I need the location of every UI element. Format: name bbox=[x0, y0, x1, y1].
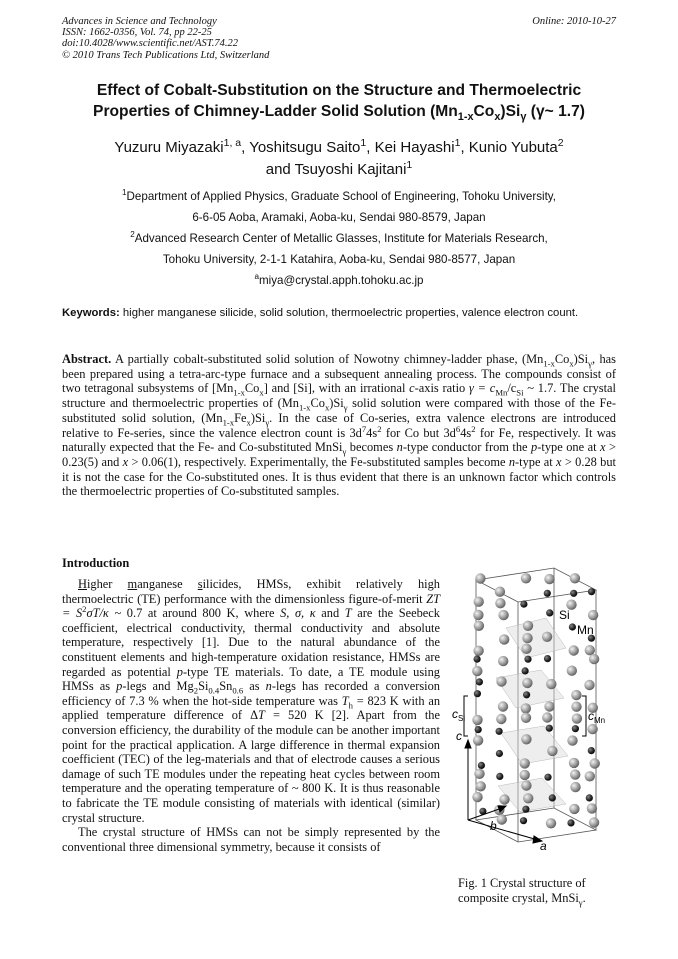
mn-atom bbox=[544, 655, 551, 662]
si-atom bbox=[585, 645, 595, 655]
si-atom bbox=[570, 782, 580, 792]
si-atom bbox=[547, 746, 557, 756]
si-atom bbox=[495, 598, 505, 608]
si-atom bbox=[587, 803, 597, 813]
si-atom bbox=[571, 690, 581, 700]
introduction-heading: Introduction bbox=[62, 556, 130, 570]
si-atom bbox=[495, 587, 505, 597]
crystal-structure-diagram bbox=[446, 558, 616, 880]
label-c-mn: $c_{Mn}$ bbox=[588, 709, 606, 725]
si-atom bbox=[496, 714, 506, 724]
keywords-label: Keywords: bbox=[62, 307, 120, 319]
mn-atom bbox=[524, 656, 531, 663]
journal-header bbox=[62, 16, 616, 61]
si-atom bbox=[521, 573, 531, 583]
affiliation-1-line-1: $^1$Department of Applied Physics, Graduate School of Engineering, Tohoku University, bbox=[122, 188, 556, 203]
copyright: © 2010 Trans Tech Publications Ltd, Switzerland bbox=[62, 49, 270, 61]
si-atom bbox=[498, 701, 508, 711]
introduction-paragraph-2: The crystal structure of HMSs can not be simply represented by the conventional three dimensional symmetry, because it consists of bbox=[62, 825, 440, 854]
si-atom bbox=[498, 656, 508, 666]
mn-atom bbox=[520, 601, 527, 608]
mn-atom bbox=[496, 728, 503, 735]
mn-atom bbox=[544, 590, 551, 597]
si-atom bbox=[473, 610, 483, 620]
mn-atom bbox=[588, 588, 595, 595]
mn-atom bbox=[522, 806, 529, 813]
mn-atom bbox=[476, 678, 483, 685]
online-date: Online: 2010-10-27 bbox=[532, 16, 616, 27]
author-line-2: and Tsuyoshi Kajitani$^1$ bbox=[265, 159, 413, 178]
si-atom bbox=[589, 654, 599, 664]
si-atom bbox=[570, 769, 580, 779]
si-atom bbox=[522, 678, 532, 688]
affiliation-2-line-2: Tohoku University, 2-1-1 Katahira, Aoba-ku, Sendai 980-8577, Japan bbox=[162, 253, 516, 266]
si-atom bbox=[521, 713, 531, 723]
abstract-label: Abstract. bbox=[62, 352, 112, 366]
title-line-1: Effect of Cobalt-Substitution on the Structure and Thermoelectric bbox=[96, 82, 582, 99]
si-atom bbox=[523, 621, 533, 631]
si-atom bbox=[567, 735, 577, 745]
label-c-si: $c_{Si}$ bbox=[452, 707, 466, 723]
author-list bbox=[62, 137, 616, 181]
si-atom bbox=[472, 792, 482, 802]
doi: doi:10.4028/www.scientific.net/AST.74.22 bbox=[62, 38, 239, 50]
journal-name: Advances in Science and Technology bbox=[62, 16, 217, 27]
si-atom bbox=[499, 634, 509, 644]
affiliation-1-line-2: 6-6-05 Aoba, Aramaki, Aoba-ku, Sendai 980-8579, Japan bbox=[192, 211, 486, 224]
si-atom bbox=[474, 597, 484, 607]
si-atom bbox=[572, 713, 582, 723]
mn-atom bbox=[544, 774, 551, 781]
mn-atom bbox=[474, 656, 481, 663]
bracket-c-mn bbox=[582, 696, 586, 736]
si-atom bbox=[521, 780, 531, 790]
issn: ISSN: 1662-0356, Vol. 74, pp 22-25 bbox=[62, 27, 212, 39]
si-atom bbox=[474, 621, 484, 631]
paper-title bbox=[62, 80, 616, 122]
mn-atom bbox=[474, 690, 481, 697]
si-atom bbox=[522, 633, 532, 643]
mn-atom bbox=[567, 819, 574, 826]
mn-atom bbox=[496, 750, 503, 757]
si-atom bbox=[544, 701, 554, 711]
si-atom bbox=[472, 715, 482, 725]
abstract: Abstract. A partially cobalt-substituted solid solution of Nowotny chimney-ladder phase, $(Mn_{1-x}Co_x)Si_\gamma$, has been prepared using a tetra-arc-type furnace and a subsequent annealing process. The compounds consist of two tetragonal subsystems of $[Mn_{1-x}Co_x]$ and [Si], with an irrational c-axis ratio $\gamma = c_{Mn}/c_{Si}$ ~ 1.7. The crystal structure and thermoelectric properties of $(Mn_{1-x}Co_x)Si_\gamma$ solid solution were compared with those of the Fe-substituted solid solution, $(Mn_{1-x}Fe_x)Si_\gamma$. In the case of Co-series, extra valence electrons are introduced relative to Fe-series, since the valence electron count is $3d^74s^2$ for Co but $3d^64s^2$ for Fe, respectively. It was naturally expected that the Fe- and Co-substituted MnSi$_\gamma$ becomes n-type conductor from the p-type one at x > 0.23(5) and x > 0.06(1), respectively. Experimentally, the Fe-substituted samples become n-type at x > 0.28 but it is not the case for the Co-substituted ones. It is thus evident that there is an unknown factor which controls the thermoelectric properties of Co-substituted samples. bbox=[62, 352, 617, 499]
si-atom bbox=[569, 645, 579, 655]
si-atom bbox=[571, 702, 581, 712]
mn-atom bbox=[546, 609, 553, 616]
polyhedra bbox=[496, 618, 568, 812]
figure-crystal-structure bbox=[446, 558, 616, 880]
axis-label-b: b bbox=[490, 819, 497, 833]
email[interactable]: $^a$miya@crystal.apph.tohoku.ac.jp bbox=[254, 272, 424, 287]
si-atom bbox=[496, 676, 506, 686]
si-atom bbox=[570, 573, 580, 583]
mn-atom bbox=[586, 794, 593, 801]
mn-atom bbox=[478, 762, 485, 769]
si-atom bbox=[542, 712, 552, 722]
si-atom bbox=[567, 666, 577, 676]
si-atom bbox=[584, 680, 594, 690]
figure-caption: Fig. 1 Crystal structure of composite crystal, MnSi$_\gamma$. bbox=[458, 876, 586, 908]
si-atom bbox=[569, 758, 579, 768]
axis-label-c: c bbox=[456, 729, 462, 743]
si-atom bbox=[521, 644, 531, 654]
mn-atom bbox=[549, 794, 556, 801]
si-atom bbox=[473, 646, 483, 656]
si-atom bbox=[590, 758, 600, 768]
si-atom bbox=[497, 814, 507, 824]
mn-atom bbox=[588, 747, 595, 754]
axis-label-a: a bbox=[540, 839, 547, 853]
mn-atom bbox=[570, 590, 577, 597]
label-mn: Mn bbox=[577, 623, 594, 637]
mn-atom bbox=[520, 817, 527, 824]
si-atom bbox=[472, 666, 482, 676]
si-atom bbox=[498, 610, 508, 620]
si-atom bbox=[521, 734, 531, 744]
mn-atom bbox=[569, 623, 576, 630]
title-line-2: Properties of Chimney-Ladder Solid Solution $(Mn_{1-x}Co_x)Si_\gamma$ (γ~ 1.7) bbox=[93, 103, 585, 124]
affiliation-2-line-1: $^2$Advanced Research Center of Metallic Glasses, Institute for Materials Research, bbox=[130, 230, 548, 245]
mn-atom bbox=[475, 726, 482, 733]
label-si: Si bbox=[559, 608, 570, 622]
si-atom bbox=[546, 818, 556, 828]
si-atom bbox=[473, 735, 483, 745]
introduction-body bbox=[62, 577, 440, 854]
mn-atom bbox=[496, 773, 503, 780]
mn-atom bbox=[522, 667, 529, 674]
keywords-text: higher manganese silicide, solid solution, thermoelectric properties, valence electron count. bbox=[119, 307, 579, 319]
introduction-paragraph-1: Higher manganese silicides, HMSs, exhibit relatively high thermoelectric (TE) performance with the dimensionless figure-of-merit ZT = $S^2\sigma T/\kappa$ ~ 0.7 at around 800 K, where S, σ, κ and T are the Seebeck coefficient, electrical conductivity, thermal conductivity and absolute temperature, respectively [1]. Due to the natural abundance of the constituent elements and high-temperature oxidation resistance, HMSs are regarded as potential p-type TE materials. To date, a TE module using HMSs as p-legs and $Mg_2Si_{0.4}Sn_{0.6}$ as n-legs has recorded a conversion efficiency of 7.3 % when the hot-side temperature was $T_h = 823$ K with an applied temperature difference of ΔT = 520 K [2]. Apart from the conversion efficiency, the durability of the module can be another important point for the practical application. A large difference in thermal expansion coefficient (TEC) of the leg-materials and that of electrode causes a serious damage of such TE modules under the repeating heat cycles between room temperature and the operating temperature of ~ 800 K. It is thus reasonable to fabricate the TE module consisting of materials with identical (similar) crystal structure. bbox=[62, 577, 441, 825]
affiliations bbox=[62, 186, 616, 291]
si-atom bbox=[474, 769, 484, 779]
si-atom bbox=[475, 573, 485, 583]
si-atom bbox=[589, 817, 599, 827]
si-atom bbox=[523, 793, 533, 803]
si-atom bbox=[544, 574, 554, 584]
si-atom bbox=[569, 804, 579, 814]
si-atom bbox=[588, 610, 598, 620]
si-atom bbox=[520, 758, 530, 768]
si-atom bbox=[520, 770, 530, 780]
author-line-1: Yuzuru Miyazaki$^{1, a}$, Yoshitsugu Saito$^1$, Kei Hayashi$^1$, Kunio Yubuta$^2$ bbox=[114, 137, 564, 156]
si-atom bbox=[476, 781, 486, 791]
si-atom bbox=[546, 679, 556, 689]
si-atom bbox=[542, 632, 552, 642]
mn-atom bbox=[546, 725, 553, 732]
keywords bbox=[62, 307, 616, 321]
si-atom bbox=[587, 724, 597, 734]
si-atom bbox=[499, 794, 509, 804]
si-atom bbox=[585, 771, 595, 781]
mn-atom bbox=[572, 725, 579, 732]
si-atom bbox=[521, 703, 531, 713]
mn-atom bbox=[523, 691, 530, 698]
